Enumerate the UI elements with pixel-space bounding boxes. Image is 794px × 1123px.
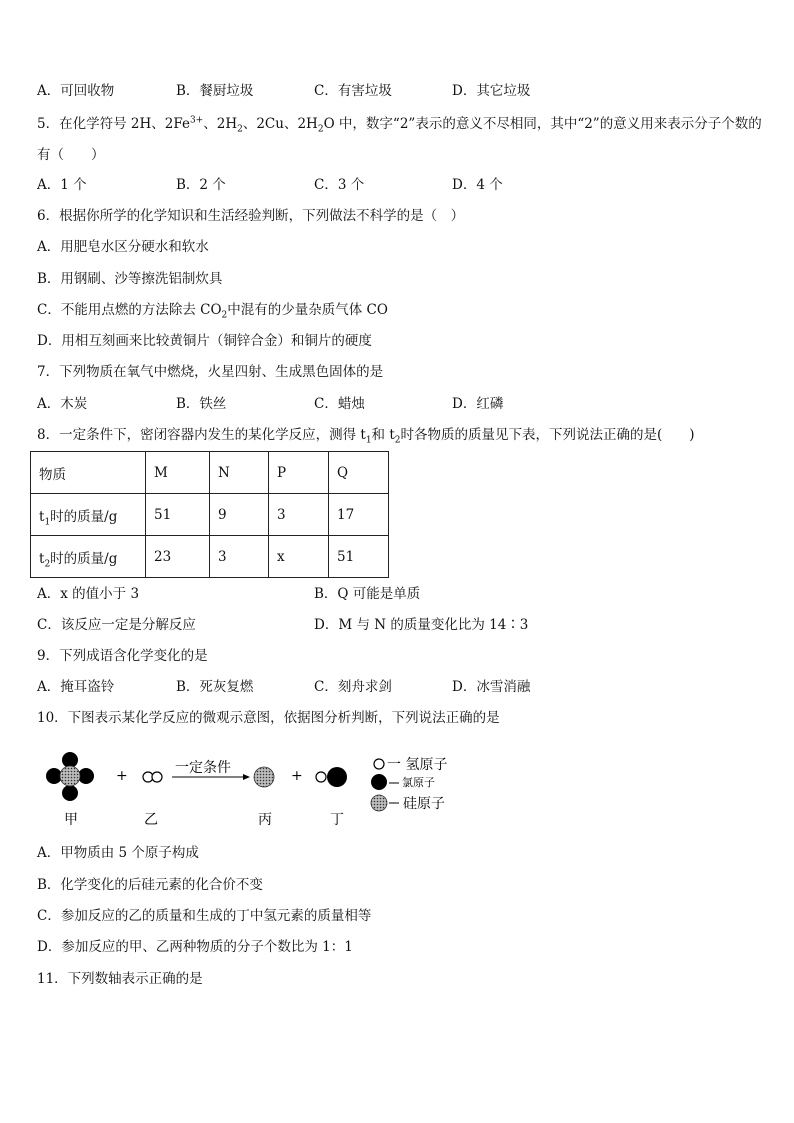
legend-chlorine: 氯原子 <box>402 776 435 789</box>
table-header-row <box>31 452 389 494</box>
q8-stem: 8．一定条件下，密闭容器内发生的某化学反应，测得 $t_1$和 $t_2$时各物质的质量见下表，下列说法正确的是( ) <box>37 427 695 446</box>
q5-option-c: C．3 个 <box>314 177 365 193</box>
q10-option-d: D．参加反应的甲、乙两种物质的分子个数比为 1：1 <box>37 939 353 955</box>
q10-option-a: A．甲物质由 5 个原子构成 <box>37 845 199 861</box>
table-cell: x <box>269 536 329 578</box>
q8-option-c: C．该反应一定是分解反应 <box>37 617 196 633</box>
q7-option-a: A．木炭 <box>37 396 88 412</box>
q6-option-b: B．用钢刷、沙等擦洗铝制炊具 <box>37 271 223 287</box>
q9-stem: 9．下列成语含化学变化的是 <box>37 648 208 664</box>
label-jia: 甲 <box>64 812 78 828</box>
q4-option-c: C．有害垃圾 <box>314 83 392 99</box>
q9-option-a: A．掩耳盗铃 <box>37 679 115 695</box>
q11-stem: 11．下列数轴表示正确的是 <box>37 971 203 987</box>
q10-option-c: C．参加反应的乙的质量和生成的丁中氢元素的质量相等 <box>37 908 372 924</box>
q6-option-d: D．用相互刻画来比较黄铜片（铜锌合金）和铜片的硬度 <box>37 333 372 349</box>
reaction-diagram <box>40 752 460 832</box>
label-yi: 乙 <box>144 812 158 828</box>
label-bing: 丙 <box>258 812 272 828</box>
chlorine-atom-legend-icon <box>371 774 387 790</box>
q9-option-b: B．死灰复燃 <box>176 679 254 695</box>
q9-option-d: D．冰雪消融 <box>452 679 531 695</box>
q10-stem: 10．下图表示某化学反应的微观示意图，依据图分析判断，下列说法正确的是 <box>37 710 500 726</box>
table-header-cell: P <box>269 452 329 494</box>
table-cell: 51 <box>146 494 210 536</box>
q5-option-b: B．2 个 <box>176 177 226 193</box>
q6-stem: 6．根据你所学的化学知识和生活经验判断，下列做法不科学的是（ ） <box>37 208 465 224</box>
molecule-jia <box>46 752 94 801</box>
q5-stem-continued: 有（ ） <box>37 147 105 163</box>
q7-option-d: D．红磷 <box>452 396 504 412</box>
q8-option-b: B．Q 可能是单质 <box>314 586 421 602</box>
q7-option-b: B．铁丝 <box>176 396 227 412</box>
table-cell: 3 <box>210 536 269 578</box>
table-row <box>31 536 389 578</box>
q10-option-b: B．化学变化的后硅元素的化合价不变 <box>37 877 263 893</box>
table-header-cell: 物质 <box>31 452 146 494</box>
q4-option-b: B．餐厨垃圾 <box>176 83 254 99</box>
table-cell: 51 <box>329 536 389 578</box>
hydrogen-atom-legend-icon <box>374 759 384 769</box>
table-row-label: $t_2$时的质量/g <box>31 536 146 578</box>
label-ding: 丁 <box>330 812 344 828</box>
diagram-legend <box>371 757 447 812</box>
table-cell: 9 <box>210 494 269 536</box>
reaction-condition: 一定条件 <box>175 760 231 776</box>
table-row <box>31 494 389 536</box>
q8-option-a: A．x 的值小于 3 <box>37 586 140 602</box>
table-header-cell: N <box>210 452 269 494</box>
table-cell: 23 <box>146 536 210 578</box>
q6-option-c: C．不能用点燃的方法除去 $CO_2$中混有的少量杂质气体 CO <box>37 302 388 321</box>
q5-stem: 5．在化学符号 2H、$2Fe^{3+}$、$2H_2$、2Cu、$2H_2O$ 中，数字“2”表示的意义不尽相同，其中“2”的意义用来表示分子个数的 <box>37 115 762 135</box>
q8-option-d: D．M 与 N 的质量变化比为 14∶3 <box>314 617 529 633</box>
q8-mass-table <box>30 451 389 578</box>
q6-option-a: A．用肥皂水区分硬水和软水 <box>37 239 209 255</box>
table-header-cell: Q <box>329 452 389 494</box>
table-cell: 3 <box>269 494 329 536</box>
legend-hydrogen: 一 氢原子 <box>387 757 448 773</box>
q7-option-c: C．蜡烛 <box>314 396 365 412</box>
q7-stem: 7．下列物质在氧气中燃烧，火星四射、生成黑色固体的是 <box>37 364 384 380</box>
table-header-cell: M <box>146 452 210 494</box>
plus-sign: + <box>116 768 128 784</box>
plus-sign: + <box>291 768 303 784</box>
q4-option-d: D．其它垃圾 <box>452 83 531 99</box>
table-row-label: $t_1$时的质量/g <box>31 494 146 536</box>
q5-option-a: A．1 个 <box>37 177 87 193</box>
molecule-yi <box>143 772 162 782</box>
table-cell: 17 <box>329 494 389 536</box>
molecule-ding <box>316 767 347 787</box>
q9-option-c: C．刻舟求剑 <box>314 679 392 695</box>
molecule-bing <box>254 767 274 787</box>
q4-option-a: A．可回收物 <box>37 83 115 99</box>
q5-option-d: D．4 个 <box>452 177 503 193</box>
silicon-atom-legend-icon <box>371 795 387 811</box>
legend-silicon: 硅原子 <box>403 796 445 812</box>
